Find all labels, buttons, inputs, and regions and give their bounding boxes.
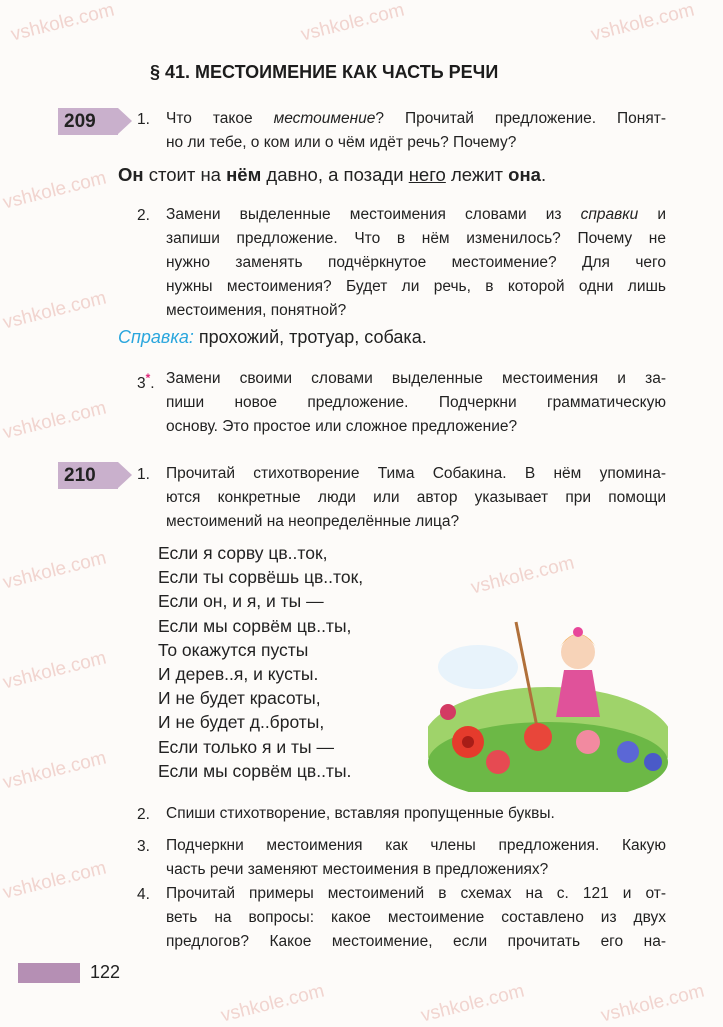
watermark-text: vshkole.com — [218, 980, 327, 1027]
task-210-3: Подчеркни местоимения как члены предложения. Какую часть речи заменяют местоимения в предложениях? — [166, 837, 666, 878]
task-number: 3. — [137, 838, 150, 855]
watermark-text: vshkole.com — [418, 980, 527, 1027]
task-number: 4. — [137, 886, 150, 903]
poem: Если я сорву цв..ток, Если ты сорвёшь цв..ток, Если он, и я, и ты — Если мы сорвём цв..ты, То окажутся пусты И дерев..я, и кусты. И не будет красоты, И не будет д..броты, Если только я и ты — Если мы сорвём цв..ты. — [158, 543, 364, 781]
page-number-bar — [18, 963, 80, 983]
watermark-text: vshkole.com — [0, 397, 109, 444]
watermark-text: vshkole.com — [8, 0, 117, 46]
section-title: § 41. МЕСТОИМЕНИЕ КАК ЧАСТЬ РЕЧИ — [150, 62, 499, 82]
watermark-text: vshkole.com — [598, 980, 707, 1027]
task-number: 1. — [137, 111, 150, 128]
girl-picking-flowers-illustration — [428, 612, 668, 792]
watermark-text: vshkole.com — [0, 287, 109, 334]
task-number: 2. — [137, 806, 150, 823]
watermark-text: vshkole.com — [588, 0, 697, 46]
task-210-4: Прочитай примеры местоимений в схемах на с. 121 и от- веть на вопросы: какое местоимение составлено из двух предлогов? Какое местоимение, если прочитать его на- — [166, 885, 666, 950]
task-number: 3*. — [137, 371, 155, 393]
exercise-badge-210: 210 — [58, 462, 118, 489]
page-number: 122 — [90, 962, 121, 982]
watermark-text: vshkole.com — [298, 0, 407, 46]
task-210-2: Спиши стихотворение, вставляя пропущенные буквы. — [166, 805, 555, 822]
task-209-3: Замени своими словами выделенные местоимения и за- пиши новое предложение. Подчеркни грамматическую основу. Это простое или сложное предложение? — [166, 370, 666, 435]
watermark-text: vshkole.com — [0, 167, 109, 214]
watermark-text: vshkole.com — [0, 747, 109, 794]
task-number: 1. — [137, 466, 150, 483]
task-210-1: Прочитай стихотворение Тима Собакина. В нём упомина- ются конкретные люди или автор указывает при помощи местоимений на неопределённые лица? — [166, 465, 666, 530]
watermark-text: vshkole.com — [0, 647, 109, 694]
watermark-text: vshkole.com — [0, 547, 109, 594]
example-sentence: Он стоит на нём давно, а позади него лежит она. — [118, 164, 547, 185]
watermark-text: vshkole.com — [468, 552, 577, 599]
reference-box: Справка: прохожий, тротуар, собака. — [118, 327, 427, 347]
watermark-text: vshkole.com — [0, 857, 109, 904]
task-number: 2. — [137, 207, 150, 224]
task-209-2: Замени выделенные местоимения словами из справки и запиши предложение. Что в нём изменилось? Почему не нужно заменять подчёркнутое местоимение? Для чего нужны местоимения? Будет ли речь, в которой одни лишь местоимения, понятной? — [166, 206, 667, 319]
task-209-1: Что такое местоимение? Прочитай предложение. Понят- но ли тебе, о ком или о чём идёт речь? Почему? — [166, 110, 666, 151]
exercise-badge-209: 209 — [58, 108, 118, 135]
